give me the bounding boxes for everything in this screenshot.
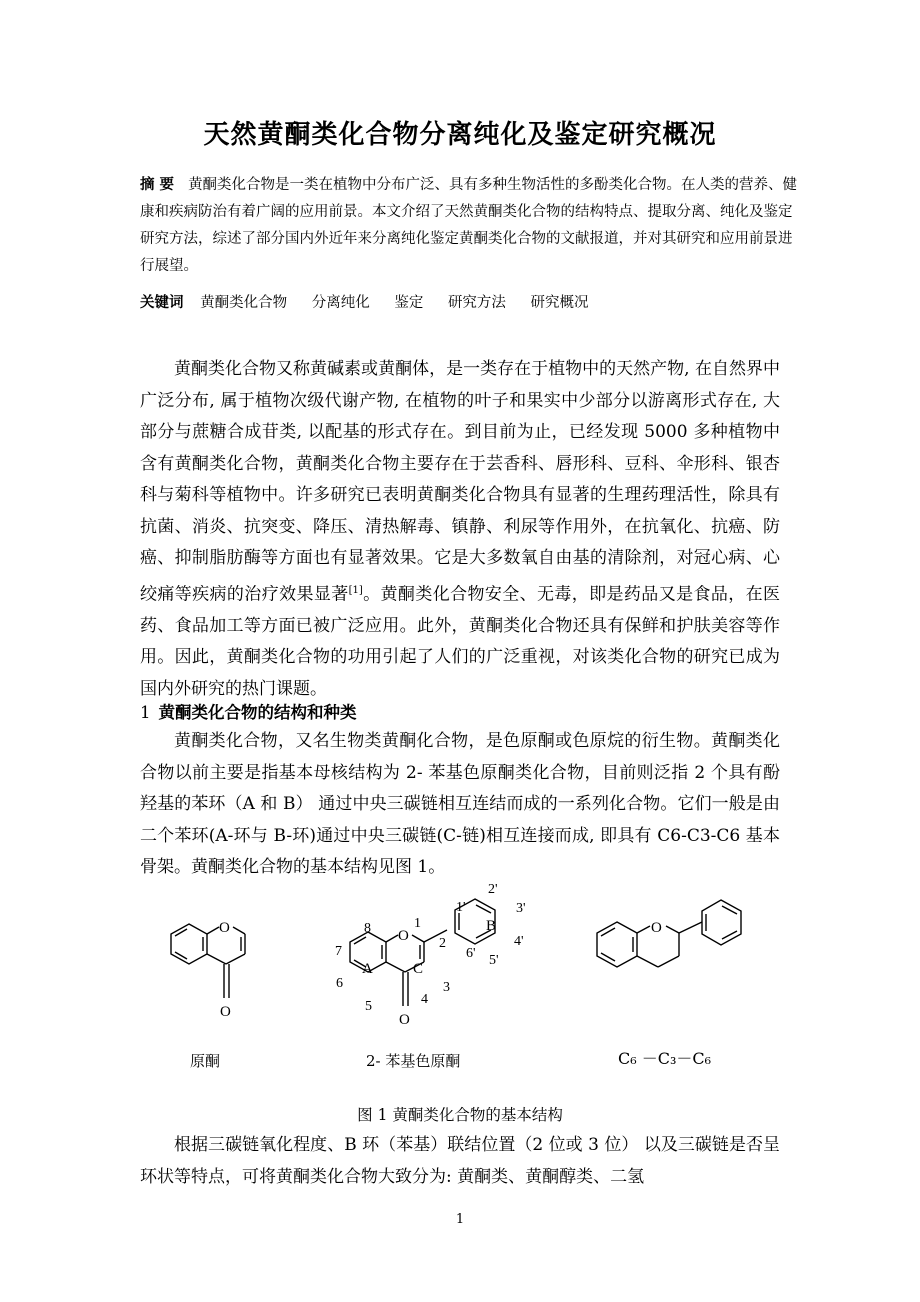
- position-7: 7: [335, 944, 342, 959]
- phenyl-ring-3: [702, 900, 741, 945]
- oxygen-atom: O: [651, 920, 662, 936]
- keyword: 研究概况: [530, 295, 589, 311]
- position-2-prime: 2': [488, 882, 498, 897]
- abstract: [140, 172, 800, 280]
- section-heading: [140, 699, 357, 723]
- para1-text-cont: 。黄酮类化合物安全、无毒，即是药品又是食品，在医药、食品加工等方面已被广泛应用。此外，黄酮类化合物还具有保鲜和护肤美容等作用。因此，黄酮类化合物的功用引起了人们的广泛重视，对该类化合物的研究已成为国内外研究的热门课题。: [140, 584, 780, 699]
- figure-structures: [0, 870, 920, 1070]
- keyword: 研究方法: [447, 295, 506, 311]
- position-4-prime: 4': [514, 934, 524, 949]
- keyword: 黄酮类化合物: [200, 295, 288, 311]
- abstract-label: 摘 要: [140, 177, 175, 193]
- ring-label-a: A: [362, 961, 373, 977]
- benzene-ring-1: [171, 924, 207, 964]
- ring-label-c: C: [413, 961, 424, 977]
- position-5-prime: 5': [489, 953, 499, 968]
- paper-title: 天然黄酮类化合物分离纯化及鉴定研究概况: [203, 120, 717, 150]
- section-title: 黄酮类化合物的结构和种类: [158, 703, 357, 722]
- classification-paragraph: [140, 1130, 780, 1193]
- oxygen-atom: O: [399, 1012, 410, 1028]
- oxygen-atom: O: [219, 920, 230, 936]
- keywords: [140, 291, 609, 312]
- keyword: 分离纯化: [311, 295, 370, 311]
- page-number: 1: [455, 1212, 465, 1227]
- position-6-prime: 6': [466, 946, 476, 961]
- structure-label-chromone: 原酮: [190, 1052, 221, 1070]
- abstract-text: 黄酮类化合物是一类在植物中分布广泛、具有多种生物活性的多酚类化合物。在人类的营养、健康和疾病防治有着广阔的应用前景。本文介绍了天然黄酮类化合物的结构特点、提取分离、纯化及鉴定研究方法，综述了部分国内外近年来分离纯化鉴定黄酮类化合物的文献报道，并对其研究和应用前景进行展望。: [140, 177, 798, 274]
- benzene-ring-3: [597, 922, 637, 967]
- oxygen-atom: O: [220, 1004, 231, 1020]
- keyword: 鉴定: [394, 295, 424, 311]
- para2-text: 黄酮类化合物，又名生物类黄酮化合物，是色原酮或色原烷的衍生物。黄酮类化合物以前主要是指基本母核结构为 2- 苯基色原酮类化合物，目前则泛指 2 个具有酚羟基的苯环（A 和 B） 通过中央三碳链相互连结而成的一系列化合物。它们一般是由二个苯环(A-环与 B-环)通过中央三碳链(C-链)相互连接而成, 即具有 C6-C3-C6 基本骨架。黄酮类化合物的基本结构见图 1。: [140, 731, 780, 877]
- position-4: 4: [421, 992, 428, 1007]
- oxygen-atom: O: [398, 928, 409, 944]
- keywords-label: 关键词: [140, 295, 184, 311]
- structure-label-flavone: 2- 苯基色原酮: [366, 1052, 461, 1070]
- section-number: 1: [140, 703, 151, 722]
- citation: [1]: [348, 584, 363, 596]
- structure-paragraph: [140, 726, 780, 884]
- position-1-prime: 1': [456, 900, 466, 915]
- position-3: 3: [443, 980, 450, 995]
- position-6: 6: [336, 976, 343, 991]
- para1-text: 黄酮类化合物又称黄碱素或黄酮体，是一类存在于植物中的天然产物, 在自然界中广泛分布, 属于植物次级代谢产物, 在植物的叶子和果实中少部分以游离形式存在, 大部分与蔗糖合成苷类, 以配基的形式存在。到目前为止，已经发现 5000 多种植物中含有黄酮类化合物，黄酮类化合物主要存在于芸香科、唇形科、豆科、伞形科、银杏科与菊科等植物中。许多研究已表明黄酮类化合物具有显著的生理药理活性，除具有抗菌、消炎、抗突变、降压、清热解毒、镇静、利尿等作用外，在抗氧化、抗癌、防癌、抑制脂肪酶等方面也有显著效果。它是大多数氧自由基的清除剂，对冠心病、心绞痛等疾病的治疗效果显著: [140, 359, 780, 605]
- position-8: 8: [364, 921, 371, 936]
- para3-text: 根据三碳链氧化程度、B 环（苯基）联结位置（2 位或 3 位） 以及三碳链是否呈环状等特点，可将黄酮类化合物大致分为: 黄酮类、黄酮醇类、二氢: [140, 1135, 780, 1187]
- structure-label-skeleton: C₆ －C₃－C₆: [618, 1049, 712, 1068]
- position-1: 1: [414, 916, 421, 931]
- intro-paragraph: [140, 354, 780, 705]
- ring-label-b: B: [486, 918, 497, 934]
- position-2: 2: [439, 936, 446, 951]
- figure-caption: 图 1 黄酮类化合物的基本结构: [357, 1106, 563, 1124]
- position-5: 5: [365, 999, 372, 1014]
- position-3-prime: 3': [516, 901, 526, 916]
